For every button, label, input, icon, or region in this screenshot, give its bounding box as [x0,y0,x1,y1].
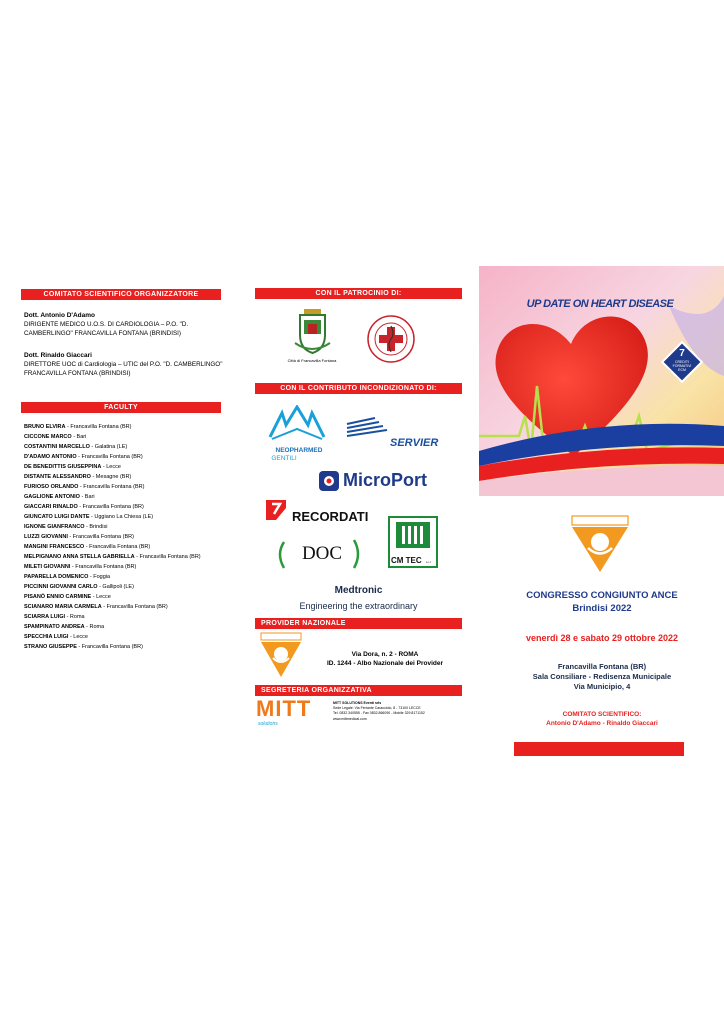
faculty-row [24,542,244,552]
faculty-name: DISTANTE ALESSANDRO [24,474,91,480]
provider-address: Via Dora, n. 2 - ROMA [351,651,419,658]
faculty-place: - Francavilla Fontana (BR) [101,604,168,610]
faculty-name: D'ADAMO ANTONIO [24,454,77,460]
comitato-names: Antonio D'Adamo - Rinaldo Giaccari [546,720,658,727]
faculty-name: SCIANARO MARIA CARMELA [24,604,102,610]
faculty-row [24,422,244,432]
mitt-line3: Tel. 0832.340555 - Fax 0832.866090 - Mobile 329.8171152 [333,711,425,715]
faculty-place: - Roma [65,614,85,620]
francavilla-coat-of-arms [290,305,335,355]
medical-order-seal [366,314,416,364]
faculty-place: - Uggiano La Chiesa (LE) [89,514,154,520]
mitt-sub: solutions [258,721,278,727]
faculty-row [24,602,244,612]
faculty-name: STRANO GIUSEPPE [24,644,77,650]
provider-id: ID. 1244 - Albo Nazionale dei Provider [326,660,444,667]
event-dates: venerdì 28 e sabato 29 ottobre 2022 [525,633,679,643]
faculty-name: BRUNO ELVIRA [24,424,66,430]
person1-role: DIRIGENTE MEDICO U.O.S. DI CARDIOLOGIA – P.O. "D. CAMBERLINGO" FRANCAVILLA FONTANA (BRINDISI) [24,321,189,337]
faculty-place: - Francavilla Fontana (BR) [70,564,137,570]
credits-number: 7 [679,348,685,359]
mitt-line2: Sede Legale: Via Ferrante Caracciolo, 8 - 73100 LECCE [333,706,421,710]
mitt-logo: MITT [256,696,312,721]
faculty-place: - Foggia [88,574,111,580]
faculty-place: - Francavilla Fontana (BR) [84,544,151,550]
cmtec-suffix: s.r.l. [426,560,432,564]
mitt-line1: MITT SOLUTIONS Eventi srls [333,701,382,705]
faculty-row [24,462,244,472]
faculty-row [24,532,244,542]
credits-label: CREDITI FORMATIVI ECM [672,360,692,372]
faculty-place: - Francavilla Fontana (BR) [65,424,132,430]
faculty-name: SPECCHIA LUIGI [24,634,69,640]
cmtec-name: CM TEC [391,556,422,565]
microport-icon [318,470,340,492]
faculty-place: - Lecce [68,634,88,640]
faculty-list [24,422,244,652]
faculty-name: MELPIGNANO ANNA STELLA GABRIELLA [24,554,135,560]
faculty-place: - Roma [84,624,105,630]
faculty-row [24,562,244,572]
faculty-name: LUZZI GIOVANNI [24,534,68,540]
faculty-place: - Brindisi [84,524,108,530]
faculty-name: PICCINNI GIOVANNI CARLO [24,584,98,590]
faculty-row [24,582,244,592]
ance-provider-logo [259,632,303,678]
faculty-place: - Galatina (LE) [89,444,128,450]
faculty-row [24,522,244,532]
contributo-header: CON IL CONTRIBUTO INCONDIZIONATO DI: [255,383,462,394]
faculty-name: MANGINI FRANCESCO [24,544,85,550]
faculty-place: - Bari [71,434,87,440]
faculty-row [24,552,244,562]
comitato-label: COMITATO SCIENTIFICO: [562,711,642,718]
faculty-name: PAPARELLA DOMENICO [24,574,89,580]
microport-name: MicroPort [343,470,428,490]
provider-header: PROVIDER NAZIONALE [255,618,462,629]
faculty-place: - Francavilla Fontana (BR) [77,504,144,510]
recordati-name: RECORDATI [292,509,369,524]
faculty-place: - Bari [79,494,95,500]
faculty-row [24,502,244,512]
faculty-row [24,572,244,582]
venue-street: Via Municipio, 4 [573,682,631,691]
faculty-name: SPAMPINATO ANDREA [24,624,85,630]
faculty-row [24,452,244,462]
faculty-place: - Lecce [91,594,111,600]
person2-role: DIRETTORE UOC di Cardiologia – UTIC del P.O. "D. CAMBERLINGO" FRANCAVILLA FONTANA (BRINDISI) [24,361,223,377]
faculty-row [24,622,244,632]
faculty-row [24,512,244,522]
servier-name: SERVIER [390,437,439,449]
patrocinio-header: CON IL PATROCINIO DI: [255,288,462,299]
faculty-place: - Lecce [101,464,121,470]
segreteria-header: SEGRETERIA ORGANIZZATIVA [255,685,462,696]
congress-title-1: CONGRESSO CONGIUNTO ANCE [526,590,678,601]
comitato-header: COMITATO SCIENTIFICO ORGANIZZATORE [21,289,221,300]
recordati-icon [264,498,288,522]
faculty-row [24,592,244,602]
person1-name: Dott. Antonio D'Adamo [24,312,95,319]
faculty-row [24,632,244,642]
neopharmed-sub: GENTILI [271,455,297,462]
medtronic-name: Medtronic [334,585,383,596]
faculty-row [24,482,244,492]
city-caption: Città di Francavilla Fontana [287,358,337,363]
faculty-name: SCIARRA LUIGI [24,614,66,620]
faculty-place: - Francavilla Fontana (BR) [134,554,201,560]
cover-title: UP DATE ON HEART DISEASE [526,298,674,310]
servier-logo-mark [345,416,395,440]
faculty-row [24,612,244,622]
venue-city: Francavilla Fontana (BR) [557,662,647,671]
faculty-row [24,432,244,442]
doc-name: DOC [301,543,343,564]
faculty-name: GIUNCATO LUIGI DANTE [24,514,90,520]
faculty-row [24,642,244,652]
faculty-row [24,492,244,502]
faculty-place: - Gallipoli (LE) [97,584,134,590]
faculty-place: - Francavilla Fontana (BR) [76,644,143,650]
faculty-name: GIACCARI RINALDO [24,504,78,510]
faculty-row [24,442,244,452]
faculty-name: CICCONE MARCO [24,434,72,440]
faculty-row [24,472,244,482]
ance-logo [570,515,630,573]
faculty-name: PISANÒ ENNIO CARMINE [24,594,92,600]
faculty-name: GAGLIONE ANTONIO [24,494,80,500]
faculty-name: DE BENEDITTIS GIUSEPPINA [24,464,102,470]
neopharmed-name: NEOPHARMED [275,447,323,454]
faculty-place: - Francavilla Fontana (BR) [67,534,134,540]
faculty-place: - Francavilla Fontana (BR) [78,484,145,490]
faculty-header: FACULTY [21,402,221,413]
congress-title-2: Brindisi 2022 [572,603,632,614]
mitt-line4: www.mittmedical.com [333,717,367,721]
faculty-name: COSTANTINI MARCELLO [24,444,90,450]
footer-red-bar [514,742,684,756]
person2-name: Dott. Rinaldo Giaccari [24,352,92,359]
faculty-place: - Mesagne (BR) [90,474,132,480]
venue-hall: Sala Consiliare - Redisenza Municipale [532,672,672,681]
faculty-name: MILETI GIOVANNI [24,564,71,570]
faculty-name: FURIOSO ORLANDO [24,484,79,490]
faculty-place: - Francavilla Fontana (BR) [76,454,143,460]
faculty-name: IGNONE GIANFRANCO [24,524,85,530]
medtronic-tagline: Engineering the extraordinary [299,601,418,611]
